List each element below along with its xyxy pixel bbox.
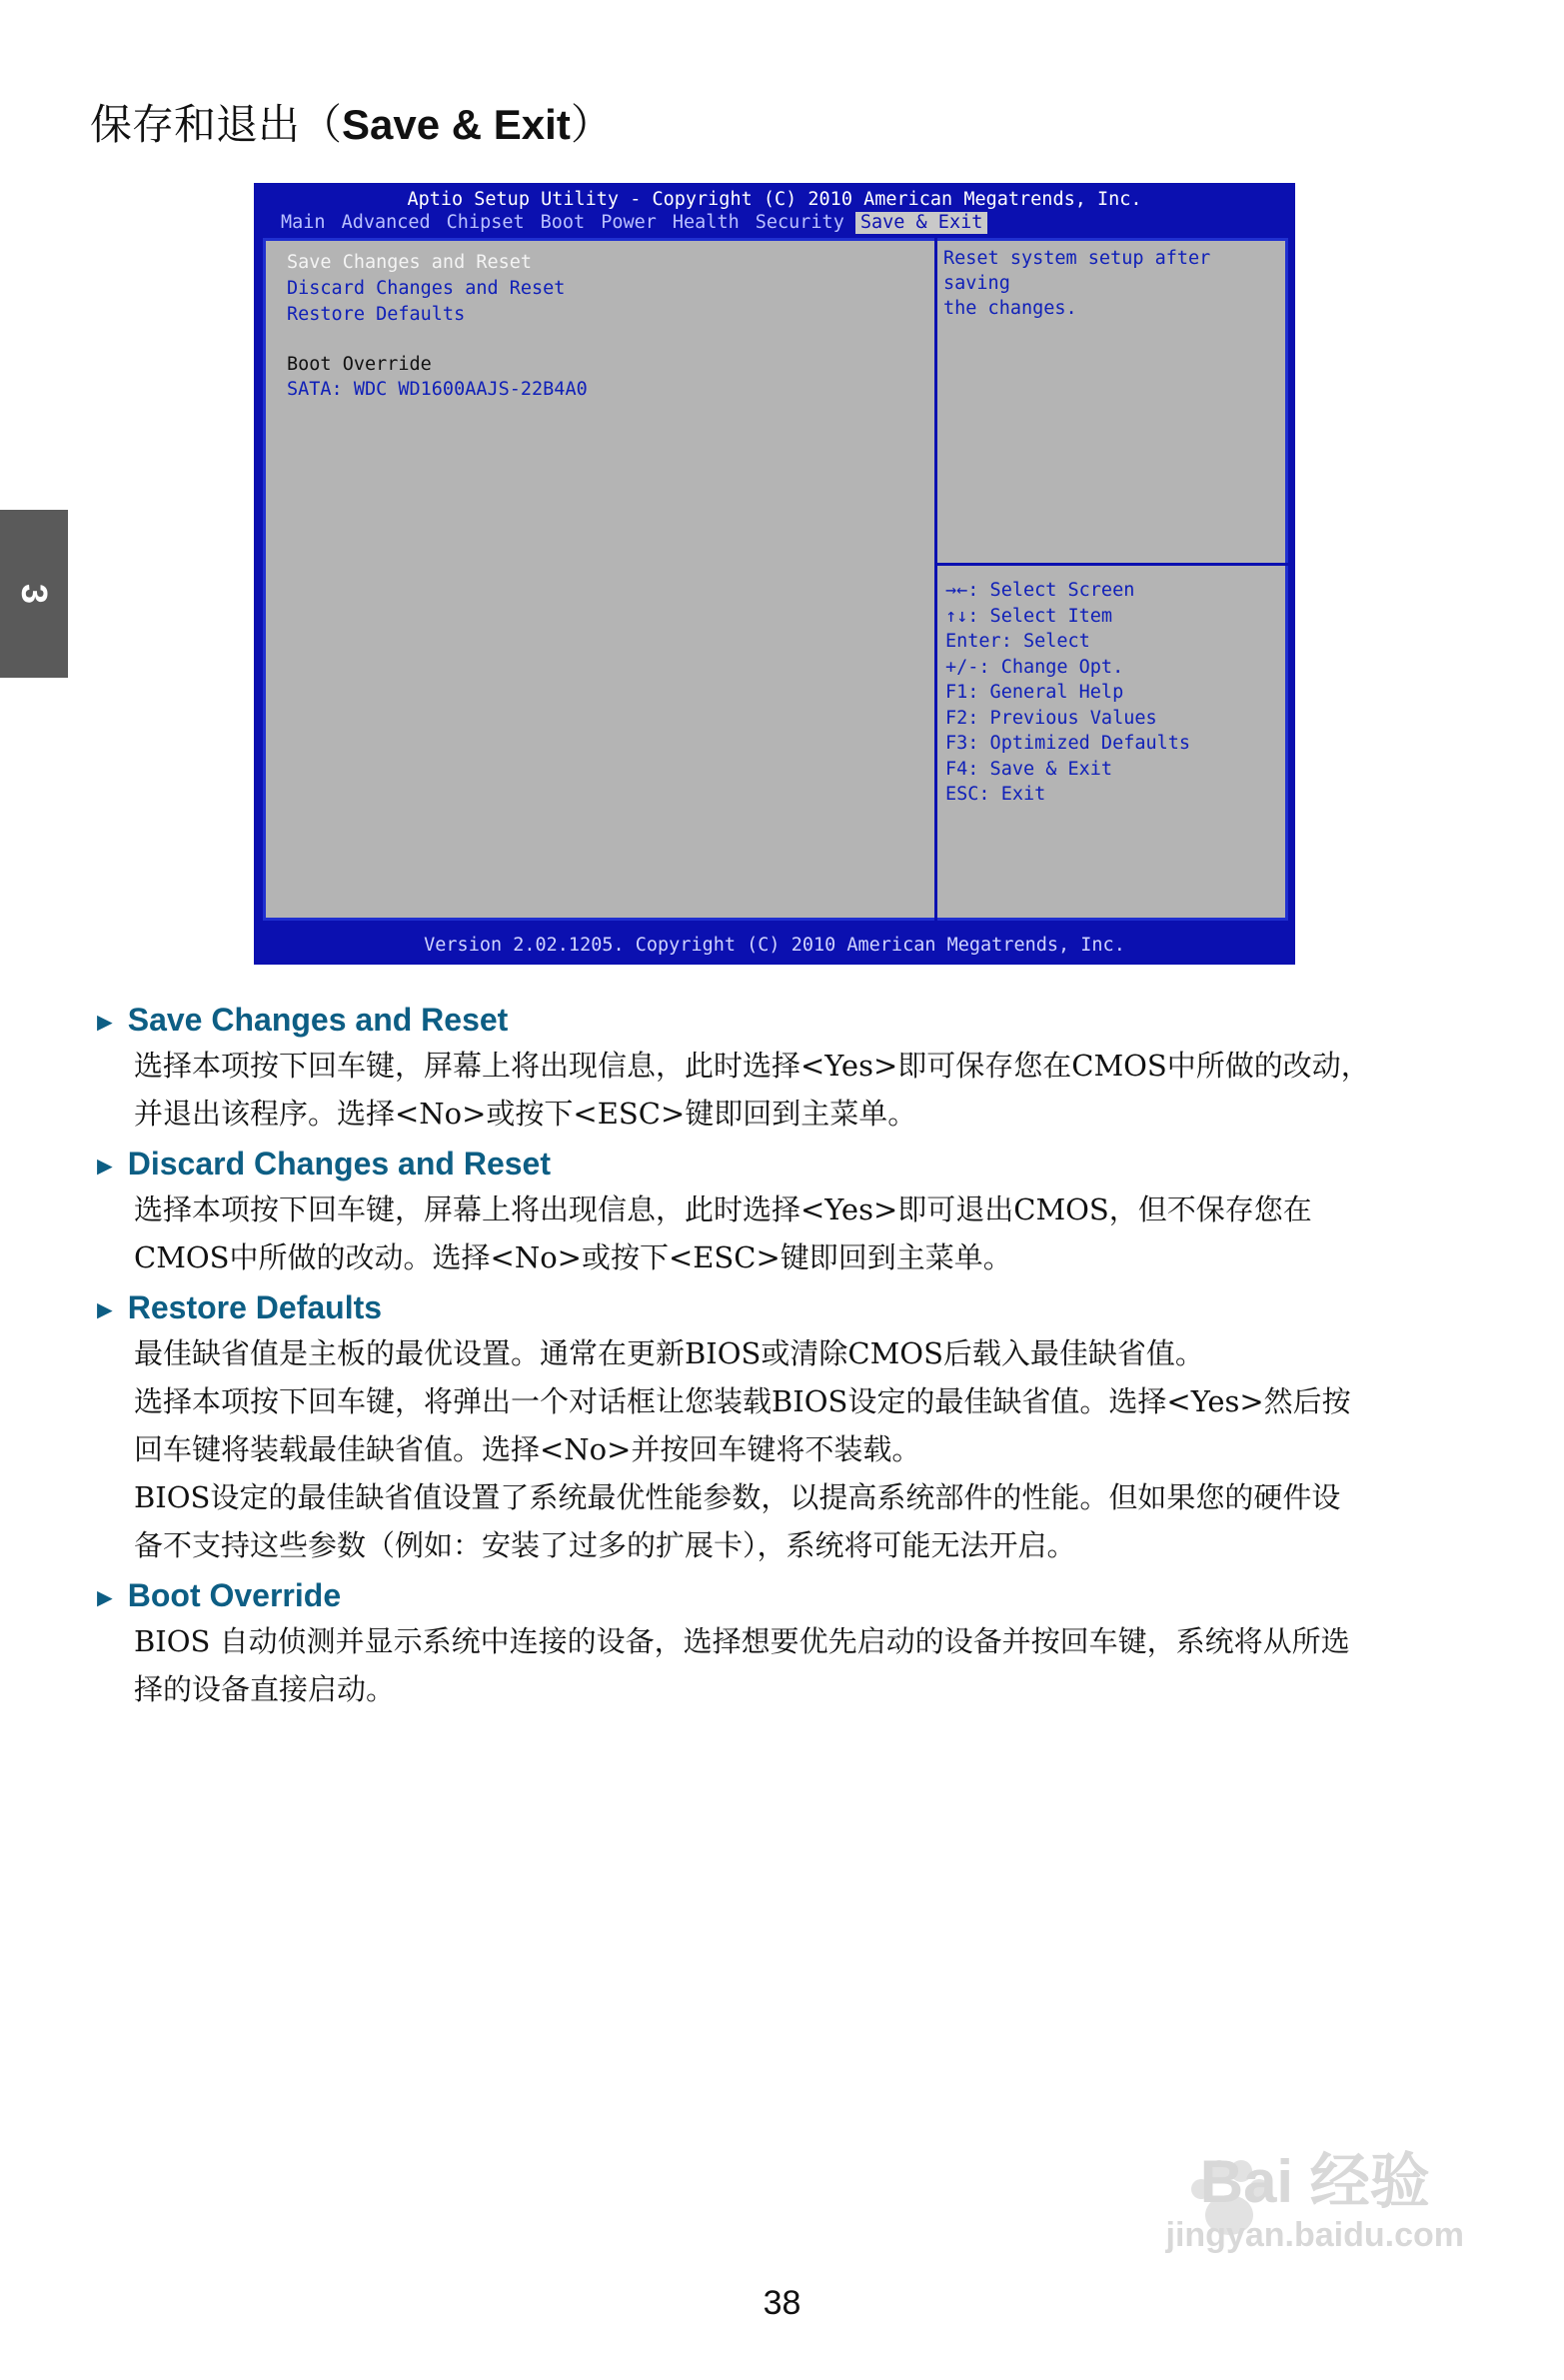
bios-header: Aptio Setup Utility - Copyright (C) 2010 American Megatrends, Inc.: [407, 189, 1142, 210]
tab-advanced[interactable]: Advanced: [341, 212, 431, 233]
tab-security[interactable]: Security: [755, 212, 844, 233]
tab-power[interactable]: Power: [601, 212, 657, 233]
section-text-line: CMOS中所做的改动。选择<No>或按下<ESC>键即回到主菜单。: [134, 1240, 1012, 1274]
tab-chipset[interactable]: Chipset: [446, 212, 525, 233]
menu-item-boot-device[interactable]: SATA: WDC WD1600AAJS-22B4A0: [287, 379, 588, 400]
page-title-close: ）: [570, 100, 613, 149]
menu-item-discard-changes[interactable]: Discard Changes and Reset: [287, 278, 566, 299]
page-title-cn: 保存和退出（: [90, 100, 343, 149]
tab-save-exit[interactable]: Save & Exit: [855, 212, 988, 234]
section-text-line: 回车键将装载最佳缺省值。选择<No>并按回车键将不装载。: [134, 1432, 921, 1466]
section-heading-text: Discard Changes and Reset: [127, 1146, 551, 1182]
key-select-screen: →←: Select Screen: [945, 580, 1135, 601]
section-text-line: BIOS 自动侦测并显示系统中连接的设备，选择想要优先启动的设备并按回车键，系统将从所选: [134, 1624, 1350, 1658]
section-discard-changes: [92, 1144, 1471, 1281]
key-f1: F1: General Help: [945, 682, 1124, 703]
section-heading-text: Boot Override: [127, 1577, 342, 1613]
page-title: [90, 100, 613, 150]
key-select-item: ↑↓: Select Item: [945, 605, 1113, 627]
boot-override-label: Boot Override: [287, 354, 432, 375]
section-text-line: 并退出该程序。选择<No>或按下<ESC>键即回到主菜单。: [134, 1097, 917, 1131]
chapter-tab: [0, 510, 68, 678]
page-title-en: Save & Exit: [342, 101, 571, 148]
watermark-main: Bai 经验: [1199, 2148, 1430, 2215]
help-text: Reset system setup after saving the changes.: [943, 248, 1211, 319]
section-heading-text: Restore Defaults: [127, 1289, 383, 1325]
section-heading: [92, 1287, 1471, 1329]
menu-item-save-changes[interactable]: Save Changes and Reset: [287, 252, 533, 273]
bios-keys-panel: [937, 566, 1288, 921]
triangle-bullet-icon: ►: [92, 1582, 118, 1612]
key-f3: F3: Optimized Defaults: [945, 733, 1191, 754]
chapter-number: 3: [14, 583, 55, 605]
bios-body: [260, 235, 1291, 924]
section-text-line: BIOS设定的最佳缺省值设置了系统最优性能参数，以提高系统部件的性能。但如果您的硬件设: [134, 1480, 1341, 1514]
section-text-line: 选择本项按下回车键，将弹出一个对话框让您装载BIOS设定的最佳缺省值。选择<Yes>然后按: [134, 1384, 1351, 1418]
key-legend: [945, 578, 1190, 808]
section-boot-override: [92, 1575, 1471, 1713]
key-esc: ESC: Exit: [945, 784, 1046, 805]
triangle-bullet-icon: ►: [92, 1007, 118, 1037]
key-f4: F4: Save & Exit: [945, 758, 1113, 780]
tab-health[interactable]: Health: [672, 212, 740, 233]
section-text-line: 最佳缺省值是主板的最优设置。通常在更新BIOS或清除CMOS后载入最佳缺省值。: [134, 1336, 1204, 1370]
bios-footer: Version 2.02.1205. Copyright (C) 2010 American Megatrends, Inc.: [424, 935, 1125, 956]
triangle-bullet-icon: ►: [92, 1151, 118, 1181]
section-restore-defaults: [92, 1287, 1471, 1569]
bios-screenshot: [254, 183, 1295, 965]
section-text-line: 择的设备直接启动。: [134, 1672, 396, 1706]
menu-item-restore-defaults[interactable]: Restore Defaults: [287, 304, 466, 325]
section-heading: [92, 1144, 1471, 1186]
section-text-line: 选择本项按下回车键，屏幕上将出现信息，此时选择<Yes>即可保存您在CMOS中所做的改动，: [134, 1049, 1370, 1083]
tab-main[interactable]: Main: [281, 212, 326, 233]
bios-menu-panel: [263, 238, 937, 921]
bios-help-panel: [937, 238, 1288, 566]
section-heading-text: Save Changes and Reset: [127, 1002, 509, 1038]
key-change-opt: +/-: Change Opt.: [945, 656, 1124, 678]
key-f2: F2: Previous Values: [945, 707, 1157, 729]
section-text-line: 选择本项按下回车键，屏幕上将出现信息，此时选择<Yes>即可退出CMOS，但不保存您在: [134, 1192, 1312, 1226]
section-text-line: 备不支持这些参数（例如：安装了过多的扩展卡），系统将可能无法开启。: [134, 1528, 1076, 1562]
section-heading: [92, 1575, 1471, 1617]
triangle-bullet-icon: ►: [92, 1294, 118, 1324]
bios-tab-bar: [276, 212, 993, 234]
watermark-url: jingyan.baidu.com: [1165, 2216, 1464, 2254]
section-save-changes: [92, 1000, 1471, 1138]
page-number: 38: [763, 2284, 801, 2322]
watermark: [1166, 2149, 1464, 2255]
tab-boot[interactable]: Boot: [540, 212, 586, 233]
section-heading: [92, 1000, 1471, 1042]
key-enter: Enter: Select: [945, 631, 1090, 652]
